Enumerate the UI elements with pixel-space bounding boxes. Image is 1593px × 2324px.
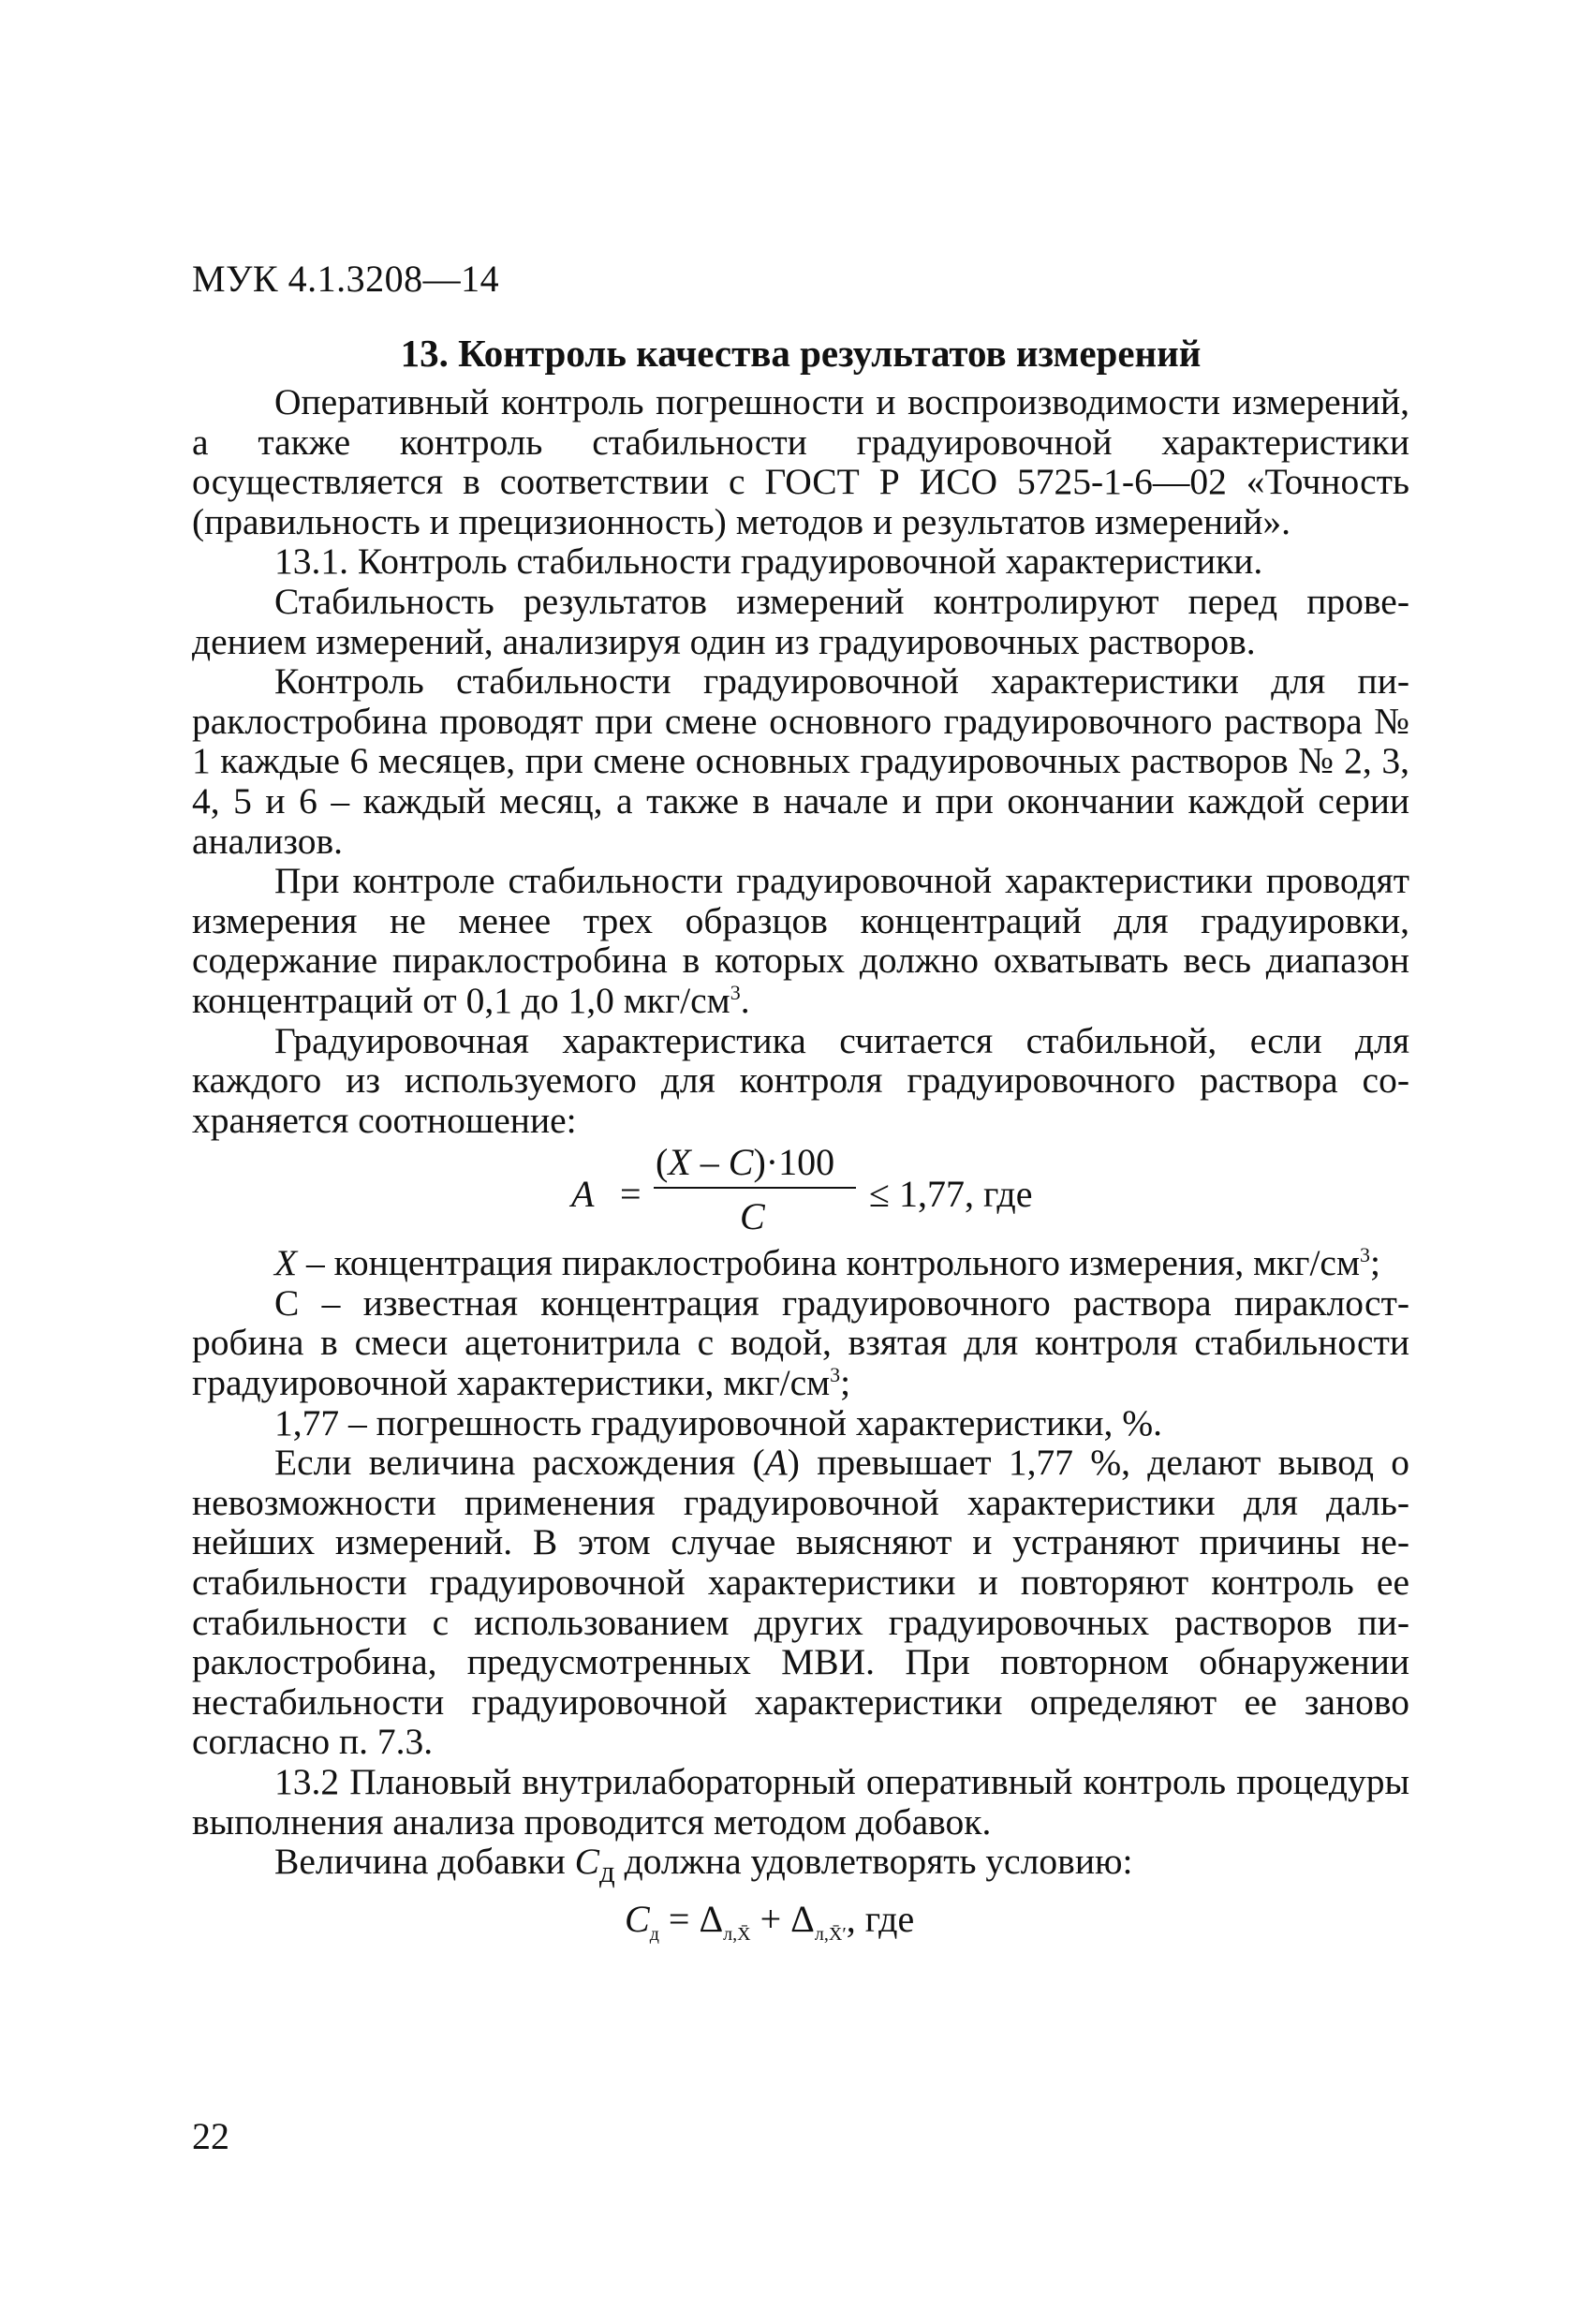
paragraph <box>192 1443 1409 1762</box>
punctuation: ; <box>1369 1242 1380 1284</box>
variable-definition <box>192 1283 1409 1403</box>
formula-lhs: A <box>571 1173 595 1216</box>
num-minus: – <box>690 1141 729 1184</box>
punctuation: ; <box>840 1362 851 1404</box>
paragraph: Стабильность результатов измерений контролируют перед проведением измерений, анализируя один из градуировочных растворов. <box>192 580 1409 662</box>
delta-symbol: Δ <box>790 1897 815 1940</box>
document-code: МУК 4.1.3208—14 <box>192 258 500 300</box>
delta-subscript-2: л,X̄′ <box>814 1923 847 1945</box>
paragraph-text: должна удовлетворять условию: <box>614 1841 1133 1883</box>
definition-text: – концентрация пираклостробина контрольного измерения, мкг/см <box>297 1242 1360 1284</box>
num-x: X <box>668 1141 691 1184</box>
variable-definition <box>192 1243 1409 1283</box>
formula-c-tail: , где <box>846 1897 915 1940</box>
formula-c-lhs-sub: д <box>649 1923 659 1945</box>
variable-cd: С <box>574 1841 599 1883</box>
formula-c-lhs: С <box>625 1897 650 1940</box>
variable-a: А <box>764 1442 788 1484</box>
paragraph-text: Если величина расхождения ( <box>274 1442 765 1484</box>
paragraph <box>192 1842 1409 1892</box>
num-c: C <box>728 1141 754 1184</box>
num-open: ( <box>656 1141 669 1184</box>
fraction-bar <box>654 1187 856 1189</box>
formula-rhs: ≤ 1,77, где <box>869 1173 1033 1216</box>
unit-exponent: 3 <box>730 980 741 1004</box>
variable-x: X <box>274 1242 298 1284</box>
formula-c-plus: + <box>750 1897 791 1940</box>
variable-cd-subscript: д <box>598 1856 615 1890</box>
subsection-heading: 13.1. Контроль стабильности градуировочной характеристики. <box>274 540 1263 583</box>
paragraph: Контроль стабильности градуировочной характеристики для пираклостробина проводят при смене основного градуировочного раствора № 1 каждые 6 месяцев, при смене основных градуировочных растворов № 2, 3, 4, 5 и 6 – каждый месяц, а также в начале и при окончании каждой серии анализов. <box>192 660 1409 862</box>
paragraph <box>192 861 1409 1020</box>
paragraph: Градуировочная характеристика считается стабильной, если для каждого из используемого для контроля градуировочного раствора сохраняется соотношение: <box>192 1019 1409 1141</box>
paragraph-text: ) превышает 1,77 %, делают вывод о невозможности применения градуировочной характеристики для дальнейших измерений. В этом случае выясняют и устраняют причины нестабильности градуировочной характеристики и повторяют контроль ее стабильности с использованием других градуировочных растворов пираклостробина, предусмотренных МВИ. При повторном обнаружении нестабильности градуировочной характеристики определяют ее заново согласно п. 7.3. <box>192 1442 1409 1763</box>
paragraph: 13.2 Плановый внутрилабораторный оперативный контроль процедуры выполнения анализа проводится методом добавок. <box>192 1761 1409 1843</box>
formula-denominator: C <box>740 1195 765 1238</box>
formula-c-expression <box>625 1897 914 1946</box>
page-number: 22 <box>192 2115 229 2157</box>
formula-c <box>192 1893 1409 1946</box>
definition-text: С – известная концентрация градуировочного раствора пираклостробина в смеси ацетонитрила с водой, взятая для контроля стабильности градуировочной характеристики, мкг/см <box>192 1281 1409 1404</box>
unit-exponent: 3 <box>1359 1243 1370 1267</box>
formula-equals: = <box>620 1173 642 1216</box>
formula-a <box>192 1140 1409 1243</box>
page-body <box>192 328 1409 1946</box>
variable-definition: 1,77 – погрешность градуировочной характеристики, %. <box>274 1401 1162 1443</box>
num-close: )·100 <box>753 1141 835 1184</box>
paragraph-text: Величина добавки <box>274 1841 575 1883</box>
formula-c-eq: = <box>658 1897 700 1940</box>
formula-numerator <box>656 1140 834 1184</box>
delta-symbol: Δ <box>699 1897 724 1940</box>
paragraph: Оперативный контроль погрешности и воспроизводимости измерений, а также контроль стабильности градуировочной характеристики осуществляется в соответствии с ГОСТ Р ИСО 5725-1-6—02 «Точность (правильность и прецизионность) методов и результатов измерений». <box>192 381 1409 542</box>
section-title: 13. Контроль качества результатов измерений <box>400 332 1202 375</box>
delta-subscript-1: л,X̄ <box>723 1923 751 1945</box>
paragraph-text: При контроле стабильности градуировочной характеристики проводят измерения не менее трех образцов концентраций для градуировки, содержание пираклостробина в которых должно охватывать весь диапазон концентраций от 0,1 до 1,0 мкг/см <box>192 860 1409 1021</box>
punctuation: . <box>740 979 750 1021</box>
unit-exponent: 3 <box>830 1362 841 1386</box>
